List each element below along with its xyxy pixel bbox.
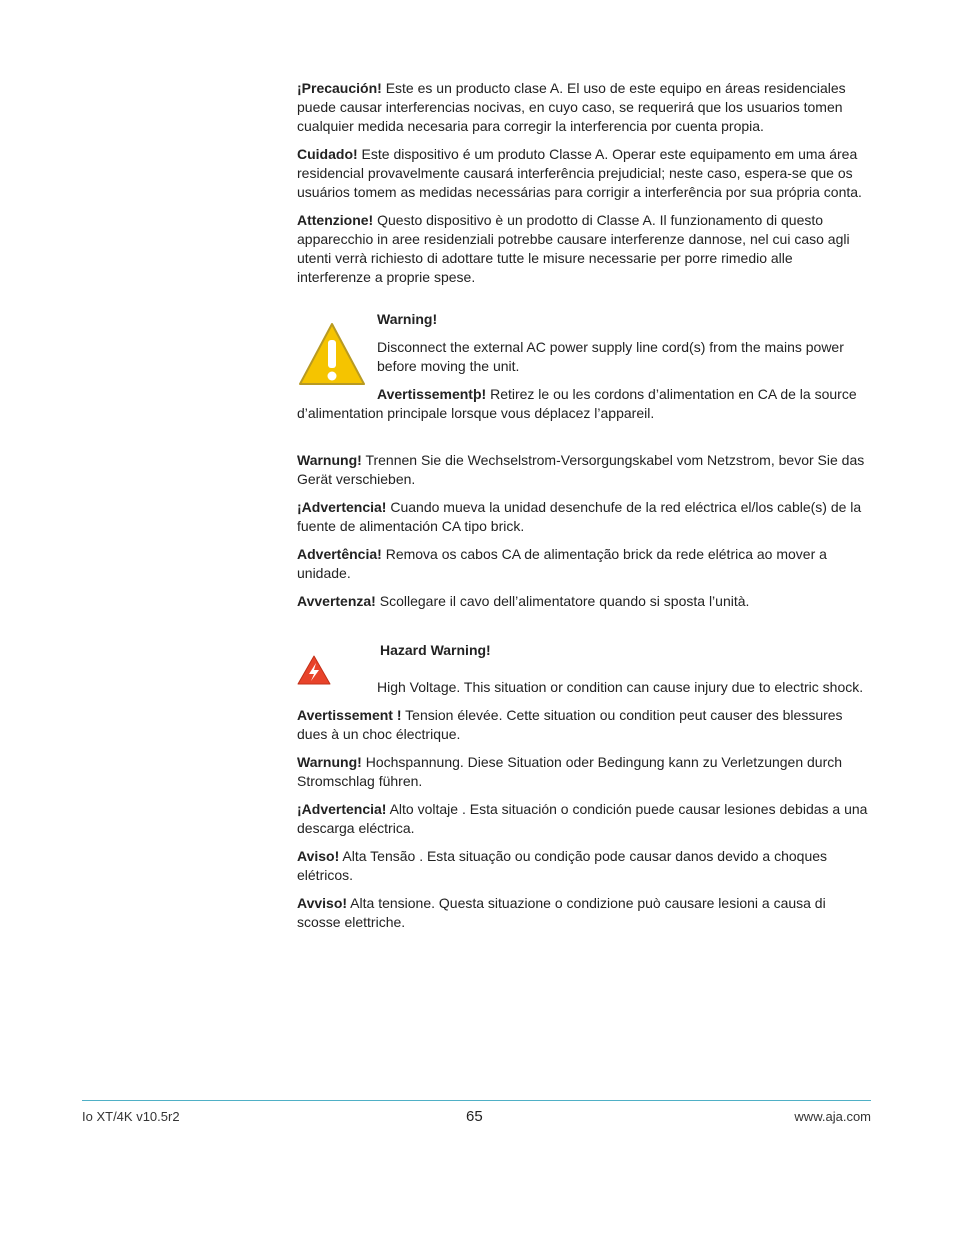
hazard-title: Hazard Warning! xyxy=(380,642,491,658)
attenzione-text: Questo dispositivo è un prodotto di Classe A. Il funzionamento di questo apparecchio in aree residenziali potrebbe causare interferenze dannose, nel cui caso agli utenti verrà richiesto di adottare tutte le misure necessarie per porre rimedio alle interferenze a proprie spese. xyxy=(297,212,850,285)
warning-title: Warning! xyxy=(377,311,438,327)
avertissement-paragraph xyxy=(297,385,869,423)
avertissement-hazard-paragraph xyxy=(297,706,869,744)
advertencia-pt-text: Remova os cabos CA de alimentação brick da rede elétrica ao mover a unidade. xyxy=(297,546,827,581)
warnung-hazard-text: Hochspannung. Diese Situation oder Bedingung kann zu Verletzungen durch Stromschlag führen. xyxy=(297,754,843,789)
avvertenza-text: Scollegare il cavo dell’alimentatore quando si sposta l’unità. xyxy=(375,593,750,609)
hazard-block xyxy=(297,641,869,697)
aviso-hazard-label: Aviso! xyxy=(297,848,340,864)
page-number: 65 xyxy=(466,1108,483,1125)
cuidado-label: Cuidado! xyxy=(297,146,358,162)
high-voltage-icon xyxy=(297,655,331,685)
advertencia-hazard-paragraph xyxy=(297,800,869,838)
hazard-body: High Voltage. This situation or condition can cause injury due to electric shock. xyxy=(377,679,864,695)
avertissement-text: Retirez le ou les cordons d’alimentation en CA de la source d’alimentation principale lorsque vous déplacez l’appareil. xyxy=(297,386,857,421)
cuidado-paragraph xyxy=(297,145,869,202)
caution-triangle-icon xyxy=(297,320,367,390)
avertissement-hazard-text: Tension élevée. Cette situation ou condition peut causer des blessures dues à un choc électrique. xyxy=(297,707,843,742)
warnung-paragraph xyxy=(297,451,869,489)
avviso-hazard-paragraph xyxy=(297,894,869,932)
warnung-label: Warnung! xyxy=(297,452,362,468)
warnung-text: Trennen Sie die Wechselstrom-Versorgungskabel vom Netzstrom, bevor Sie das Gerät verschieben. xyxy=(297,452,865,487)
footer-doc-version: Io XT/4K v10.5r2 xyxy=(82,1109,180,1124)
aviso-hazard-paragraph xyxy=(297,847,869,885)
aviso-hazard-text: Alta Tensão . Esta situação ou condição pode causar danos devido a choques elétricos. xyxy=(297,848,828,883)
advertencia-paragraph xyxy=(297,498,869,536)
document-body xyxy=(297,79,869,941)
avviso-hazard-text: Alta tensione. Questa situazione o condizione può causare lesioni a causa di scosse elettriche. xyxy=(297,895,826,930)
warning-body: Disconnect the external AC power supply line cord(s) from the mains power before moving the unit. xyxy=(377,339,844,374)
avertissement-label: Avertissementþ! xyxy=(377,386,487,402)
footer-website-link[interactable]: www.aja.com xyxy=(794,1109,871,1124)
advertencia-text: Cuando mueva la unidad desenchufe de la red eléctrica el/los cable(s) de la fuente de alimentación CA tipo brick. xyxy=(297,499,862,534)
advertencia-hazard-label: ¡Advertencia! xyxy=(297,801,387,817)
avvertenza-label: Avvertenza! xyxy=(297,593,376,609)
advertencia-label: ¡Advertencia! xyxy=(297,499,387,515)
precaucion-label: ¡Precaución! xyxy=(297,80,382,96)
advertencia-pt-paragraph xyxy=(297,545,869,583)
cuidado-text: Este dispositivo é um produto Classe A. Operar este equipamento em uma área residencial provavelmente causará interferência prejudicial; neste caso, espera-se que os usuários tomem as medidas necessárias para corrigir a interferência por sua própria conta. xyxy=(297,146,862,200)
warnung-hazard-label: Warnung! xyxy=(297,754,362,770)
attenzione-label: Attenzione! xyxy=(297,212,374,228)
footer-rule xyxy=(82,1100,871,1101)
warnung-hazard-paragraph xyxy=(297,753,869,791)
avertissement-hazard-label: Avertissement ! xyxy=(297,707,402,723)
attenzione-paragraph xyxy=(297,211,869,287)
advertencia-pt-label: Advertência! xyxy=(297,546,382,562)
warning-block xyxy=(297,310,869,423)
avviso-hazard-label: Avviso! xyxy=(297,895,348,911)
advertencia-hazard-text: Alto voltaje . Esta situación o condición puede causar lesiones debidas a una descarga eléctrica. xyxy=(297,801,868,836)
precaucion-text: Este es un producto clase A. El uso de este equipo en áreas residenciales puede causar interferencias nocivas, en cuyo caso, se requerirá que los usuarios tomen cualquier medida necesaria para corregir la interferencia por cuenta propia. xyxy=(297,80,846,134)
avvertenza-paragraph xyxy=(297,592,869,611)
precaucion-paragraph xyxy=(297,79,869,136)
